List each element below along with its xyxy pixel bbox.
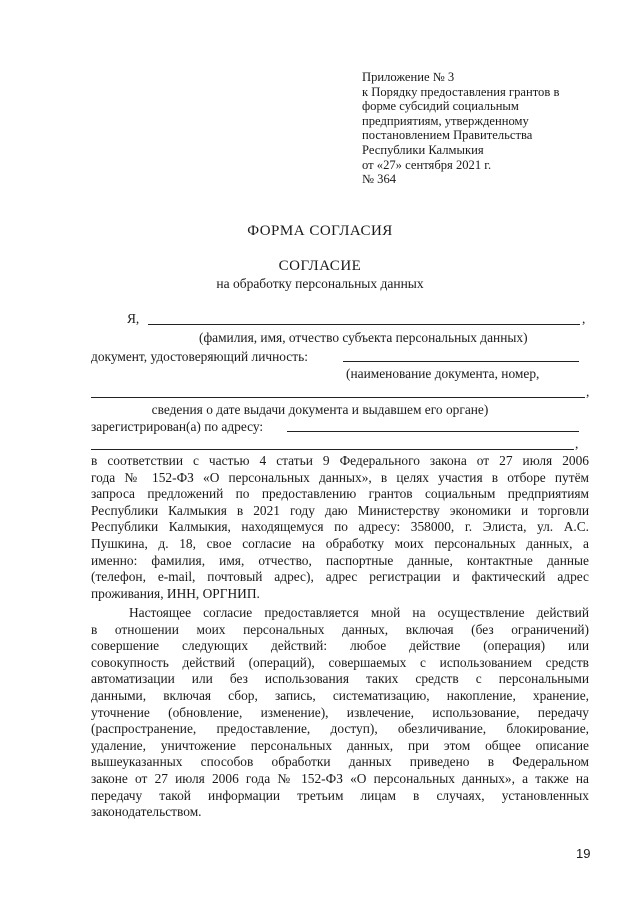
paragraph-line: совершение следующих действий: любое действие (операция) или: [91, 638, 589, 654]
paragraph-line: уточнение (обновление, изменение), извлечение, использование, передачу: [91, 704, 589, 720]
id-document-label: документ, удостоверяющий личность:: [91, 349, 308, 364]
paragraph-line: в отношении моих персональных данных, включая (без ограничений): [91, 621, 589, 637]
name-prefix: Я,: [127, 311, 140, 326]
document-subtitle: на обработку персональных данных: [216, 276, 424, 291]
appendix-note-line: предприятиям, утвержденному: [362, 113, 529, 128]
appendix-note-line: № 364: [362, 172, 397, 187]
address-suffix: ,: [575, 436, 579, 451]
paragraph-line: вышеуказанных способов обработки данных приведено в Федеральном: [91, 754, 589, 770]
consent-paragraph-1: [91, 453, 589, 602]
id-document-caption: (наименование документа, номер,: [346, 366, 540, 381]
id-document-suffix: ,: [586, 384, 590, 399]
paragraph-line: удаление, уничтожение персональных данных, при этом общее описание: [91, 737, 589, 753]
id-document-blank-line-2[interactable]: [91, 397, 585, 398]
paragraph-line: передачу такой информации третьим лицам в случаях, установленных: [91, 787, 589, 803]
consent-paragraph-2: [91, 605, 589, 821]
appendix-note-line: Приложение № 3: [362, 70, 455, 84]
appendix-note-line: форме субсидий социальным: [362, 99, 519, 114]
address-label: зарегистрирован(а) по адресу:: [91, 419, 264, 434]
paragraph-line: автоматизации или без использования таких средств с персональными: [91, 671, 589, 687]
appendix-note-line: к Порядку предоставления грантов в: [362, 84, 560, 99]
paragraph-line: (распространение, предоставление, доступ), обезличивание, блокирование,: [91, 721, 589, 737]
paragraph-line: именно: фамилия, имя, отчество, паспортные данные, контактные данные: [91, 552, 589, 568]
paragraph-line: проживания, ИНН, ОРГНИП.: [91, 585, 260, 601]
id-document-blank-line[interactable]: [343, 361, 579, 362]
name-blank-line[interactable]: [148, 324, 580, 325]
address-blank-line[interactable]: [287, 431, 579, 432]
issue-caption: сведения о дате выдачи документа и выдавшем его органе): [151, 402, 489, 417]
paragraph-line: года № 152-ФЗ «О персональных данных», в целях участия в отборе путём: [91, 469, 589, 485]
paragraph-line: запроса предложений по предоставлению грантов социальным предприятиям: [91, 486, 589, 502]
appendix-note-line: Республики Калмыкия: [362, 142, 484, 157]
name-suffix: ,: [582, 311, 586, 326]
paragraph-line: Пушкина, д. 18, свое согласие на обработку моих персональных данных, а: [91, 535, 589, 551]
document-title: СОГЛАСИЕ: [278, 258, 362, 274]
paragraph-line: (телефон, e-mail, почтовый адрес), адрес регистрации и фактический адрес: [91, 569, 589, 585]
paragraph-line: законодательством.: [91, 804, 202, 820]
paragraph-line: законе от 27 июля 2006 года № 152-ФЗ «О персональных данных», а также на: [91, 770, 589, 786]
appendix-note-line: постановлением Правительства: [362, 128, 533, 143]
appendix-note-line: от «27» сентября 2021 г.: [362, 157, 492, 172]
paragraph-line: Республики Калмыкия в 2021 году даю Министерству экономики и торговли: [91, 502, 589, 518]
paragraph-line: Республики Калмыкия, находящемуся по адресу: 358000, г. Элиста, ул. А.С.: [91, 519, 589, 535]
paragraph-line: в соответствии с частью 4 статьи 9 Федерального закона от 27 июля 2006: [91, 453, 589, 468]
paragraph-line: совокупность действий (операций), совершаемых с использованием средств: [91, 654, 589, 670]
paragraph-line: Настоящее согласие предоставляется мной на осуществление действий: [129, 605, 589, 620]
address-blank-line-2[interactable]: [91, 449, 574, 450]
appendix-note: [362, 70, 592, 187]
form-title: ФОРМА СОГЛАСИЯ: [247, 223, 393, 239]
paragraph-line: данными, включая сбор, запись, систематизацию, накопление, хранение,: [91, 687, 589, 703]
name-caption: (фамилия, имя, отчество субъекта персональных данных): [199, 330, 528, 345]
page-number: 19: [576, 846, 591, 861]
